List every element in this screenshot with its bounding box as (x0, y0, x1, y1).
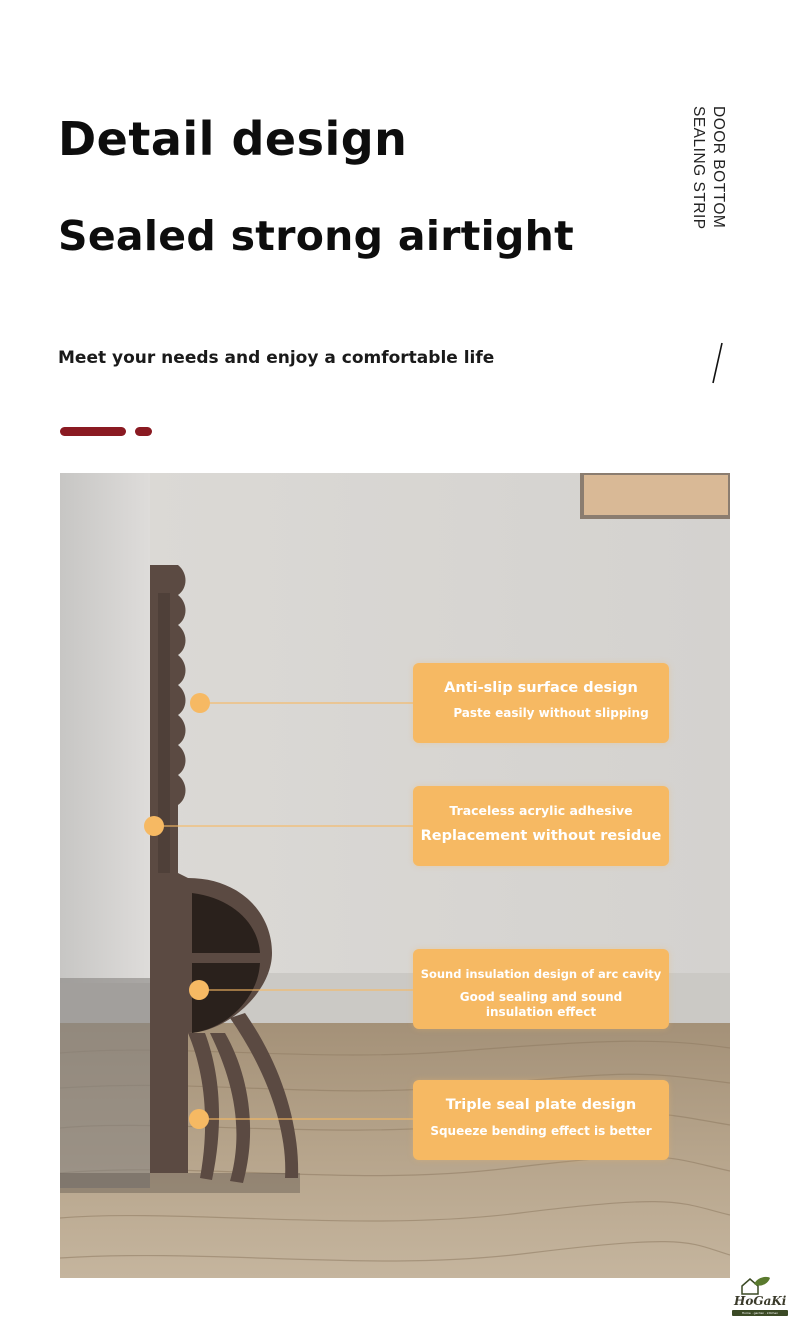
product-label-line2: SEALING STRIP (690, 106, 707, 230)
accent-bar-short (135, 427, 152, 436)
page-tagline: Meet your needs and enjoy a comfortable life (58, 348, 495, 368)
callout-heading: Sound insulation design of arc cavity (420, 967, 662, 981)
brand-logo (728, 1274, 790, 1318)
callout-detail: Traceless acrylic adhesive (449, 803, 633, 818)
brand-name: HoGaKi (734, 1294, 787, 1308)
page-headline: Sealed strong airtight (58, 212, 575, 260)
callout-sound-insulation (413, 949, 669, 1029)
leaf-icon (754, 1277, 770, 1286)
callout-triple-seal (413, 1080, 669, 1160)
house-icon (742, 1279, 758, 1294)
brand-tagline: Home · garden · kitchen (741, 1311, 779, 1315)
callout-detail: Paste easily without slipping (453, 706, 649, 720)
callout-adhesive (413, 786, 669, 866)
callout-heading: Anti-slip surface design (444, 680, 638, 696)
callout-heading: Triple seal plate design (445, 1097, 637, 1113)
accent-bar-long (60, 427, 126, 436)
product-label-line1: DOOR BOTTOM (710, 106, 727, 229)
page-title: Detail design (58, 112, 408, 166)
callout-anti-slip (413, 663, 669, 743)
callout-detail: Good sealing and sound insulation effect (459, 990, 623, 1019)
product-photo (60, 473, 730, 1278)
slash-divider (710, 342, 724, 384)
callout-detail: Squeeze bending effect is better (430, 1124, 652, 1138)
brand-tagline-strip (732, 1310, 788, 1316)
callout-heading: Replacement without residue (420, 828, 662, 844)
product-label (686, 106, 730, 246)
